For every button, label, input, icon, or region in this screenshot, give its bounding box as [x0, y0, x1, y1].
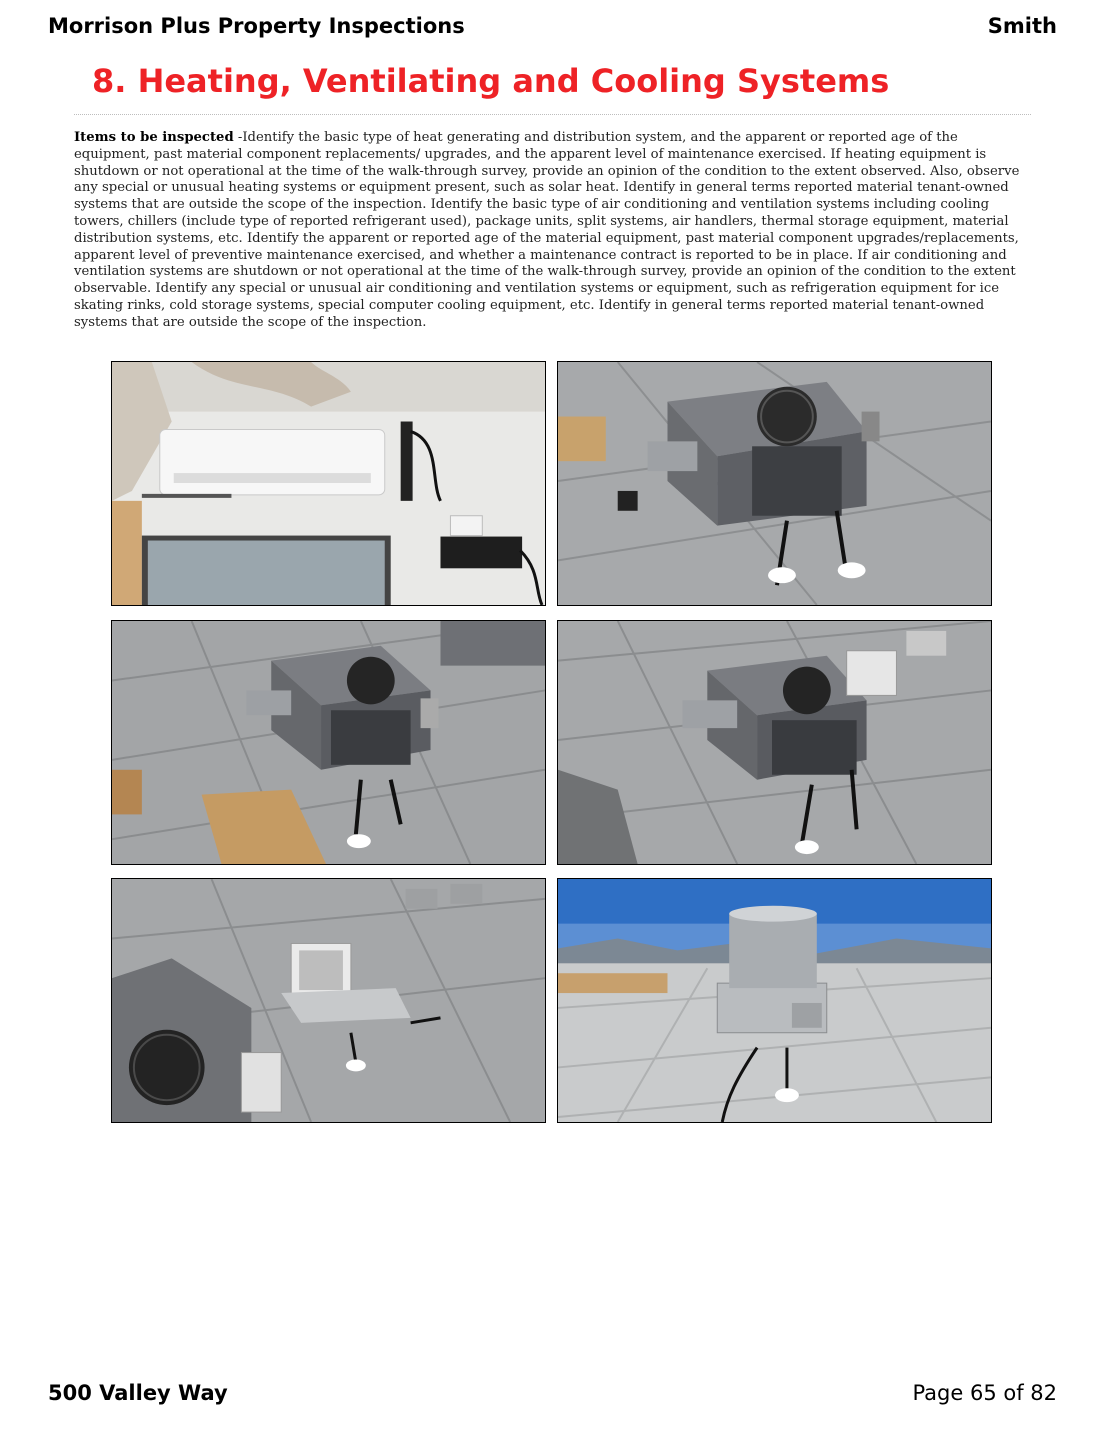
footer-address: 500 Valley Way: [48, 1381, 228, 1405]
header-client: Smith: [987, 14, 1057, 38]
intro-paragraph: [74, 130, 1034, 332]
photo-indoor-mini-split[interactable]: [111, 361, 546, 606]
title-divider: [74, 114, 1031, 115]
intro-text: -Identify the basic type of heat generating and distribution system, and the apparent or reported age of the equipment, past material component replacements/ upgrades, and the apparent level of maintenance exercised. If heating equipment is shutdown or not operational at the time of the walk-through survey, provide an opinion of the condition to the extent observed. Also, observe any special or unusual heating systems or equipment present, such as solar heat. Identify in general terms reported material tenant-owned systems that are outside the scope of the inspection. Identify the basic type of air conditioning and ventilation systems including cooling towers, chillers (include type of reported refrigerant used), package units, split systems, air handlers, thermal storage equipment, material distribution systems, etc. Identify the apparent or reported age of the material equipment, past material component upgrades/replacements, apparent level of preventive maintenance exercised, and whether a maintenance contract is reported to be in place. If air conditioning and ventilation systems are shutdown or not operational at the time of the walk-through survey, provide an opinion of the condition to the extent observable. Identify any special or unusual air conditioning and ventilation systems or equipment, such as refrigeration equipment for ice skating rinks, cold storage systems, special computer cooling equipment, etc. Identify in general terms reported material tenant-owned systems that are outside the scope of the inspection.: [74, 130, 1020, 330]
header-company: Morrison Plus Property Inspections: [48, 14, 465, 38]
photo-condenser-exhaust-fans[interactable]: [111, 878, 546, 1123]
footer-page-number: Page 65 of 82: [912, 1381, 1057, 1405]
intro-label: Items to be inspected: [74, 130, 234, 145]
photo-rooftop-package-unit-1[interactable]: [557, 361, 992, 606]
photo-rooftop-package-unit-2[interactable]: [111, 620, 546, 865]
photo-exhaust-fan-curb[interactable]: [557, 878, 992, 1123]
section-title: 8. Heating, Ventilating and Cooling Systems: [92, 62, 890, 100]
photo-rooftop-package-unit-3[interactable]: [557, 620, 992, 865]
